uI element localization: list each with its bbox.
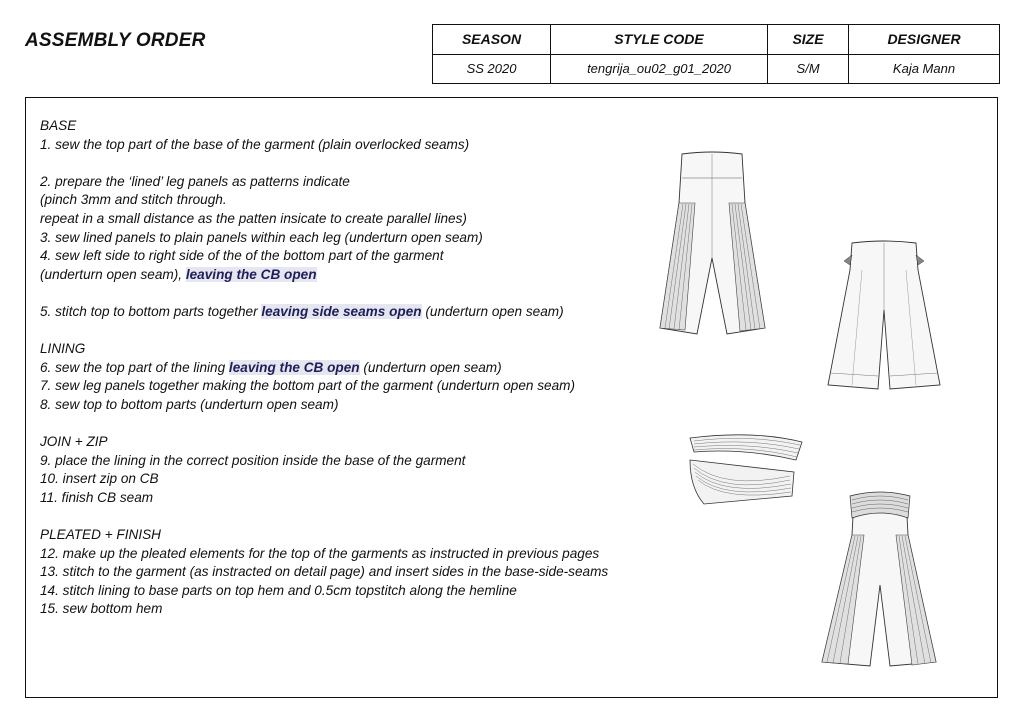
step-text-after: (underturn open seam) xyxy=(359,359,502,375)
step-line xyxy=(40,191,720,210)
step-text: 2. prepare the ‘lined’ leg panels as patterns indicate xyxy=(40,173,350,189)
step-line xyxy=(40,470,720,489)
step-line xyxy=(40,415,720,434)
garment-front-sketch xyxy=(655,148,770,343)
assembly-steps xyxy=(40,117,720,619)
step-text: 10. insert zip on CB xyxy=(40,471,159,487)
step-text: 3. sew lined panels to plain panels within each leg (underturn open seam) xyxy=(40,229,483,245)
step-text: 7. sew leg panels together making the bottom part of the garment (underturn open seam) xyxy=(40,378,575,394)
season-header: SEASON xyxy=(433,25,551,55)
step-text-after: (underturn open seam) xyxy=(421,303,564,319)
step-highlight: leaving the CB open xyxy=(185,266,317,282)
step-text: 11. finish CB seam xyxy=(40,489,154,505)
step-text: 15. sew bottom hem xyxy=(40,601,163,617)
step-text: (pinch 3mm and stitch through. xyxy=(40,192,227,208)
step-line xyxy=(40,600,720,619)
step-text: 14. stitch lining to base parts on top hem and 0.5cm topstitch along the hemline xyxy=(40,582,517,598)
step-line xyxy=(40,526,720,545)
step-highlight: leaving the CB open xyxy=(228,359,360,375)
step-line xyxy=(40,396,720,415)
step-text: 9. place the lining in the correct position inside the base of the garment xyxy=(40,452,466,468)
step-text: JOIN + ZIP xyxy=(40,434,108,450)
step-line xyxy=(40,340,720,359)
step-text: BASE xyxy=(40,118,77,133)
designer-header: DESIGNER xyxy=(849,25,1000,55)
step-line xyxy=(40,433,720,452)
step-line xyxy=(40,377,720,396)
step-text: LINING xyxy=(40,341,86,357)
step-line xyxy=(40,489,720,508)
season-value: SS 2020 xyxy=(433,54,551,84)
step-text: 13. stitch to the garment (as instracted on detail page) and insert sides in the base-side-seams xyxy=(40,564,609,580)
step-text: repeat in a small distance as the patten insicate to create parallel lines) xyxy=(40,210,467,226)
step-line xyxy=(40,563,720,582)
info-value-row xyxy=(433,54,1000,84)
step-line xyxy=(40,136,720,155)
garment-back-sketch xyxy=(822,235,947,395)
step-highlight: leaving side seams open xyxy=(261,303,422,319)
step-line xyxy=(40,582,720,601)
step-line xyxy=(40,229,720,248)
step-line xyxy=(40,322,720,341)
step-text: 1. sew the top part of the base of the garment (plain overlocked seams) xyxy=(40,136,470,152)
step-text: 6. sew the top part of the lining xyxy=(40,359,229,375)
page-title: ASSEMBLY ORDER xyxy=(25,30,206,51)
step-line xyxy=(40,266,720,285)
step-line xyxy=(40,507,720,526)
step-text: 5. stitch top to bottom parts together xyxy=(40,303,262,319)
step-text: PLEATED + FINISH xyxy=(40,527,161,543)
step-line xyxy=(40,154,720,173)
step-line xyxy=(40,173,720,192)
step-line xyxy=(40,210,720,229)
step-line xyxy=(40,284,720,303)
step-text: 8. sew top to bottom parts (underturn open seam) xyxy=(40,396,339,412)
step-line xyxy=(40,545,720,564)
pleated-element-sketch xyxy=(684,430,809,512)
step-text: (underturn open seam), xyxy=(40,266,186,282)
step-line xyxy=(40,303,720,322)
step-line xyxy=(40,247,720,266)
step-text: 12. make up the pleated elements for the top of the garments as instructed in previous pages xyxy=(40,545,600,561)
step-line xyxy=(40,452,720,471)
info-table xyxy=(432,24,1000,84)
step-text: 4. sew left side to right side of the of the bottom part of the garment xyxy=(40,248,444,264)
info-header-row xyxy=(433,25,1000,55)
step-line xyxy=(40,117,720,136)
finished-garment-sketch xyxy=(812,490,947,670)
step-line xyxy=(40,359,720,378)
designer-value: Kaja Mann xyxy=(849,54,1000,84)
size-header: SIZE xyxy=(768,25,849,55)
size-value: S/M xyxy=(768,54,849,84)
style-code-header: STYLE CODE xyxy=(551,25,768,55)
style-code-value: tengrija_ou02_g01_2020 xyxy=(551,54,768,84)
